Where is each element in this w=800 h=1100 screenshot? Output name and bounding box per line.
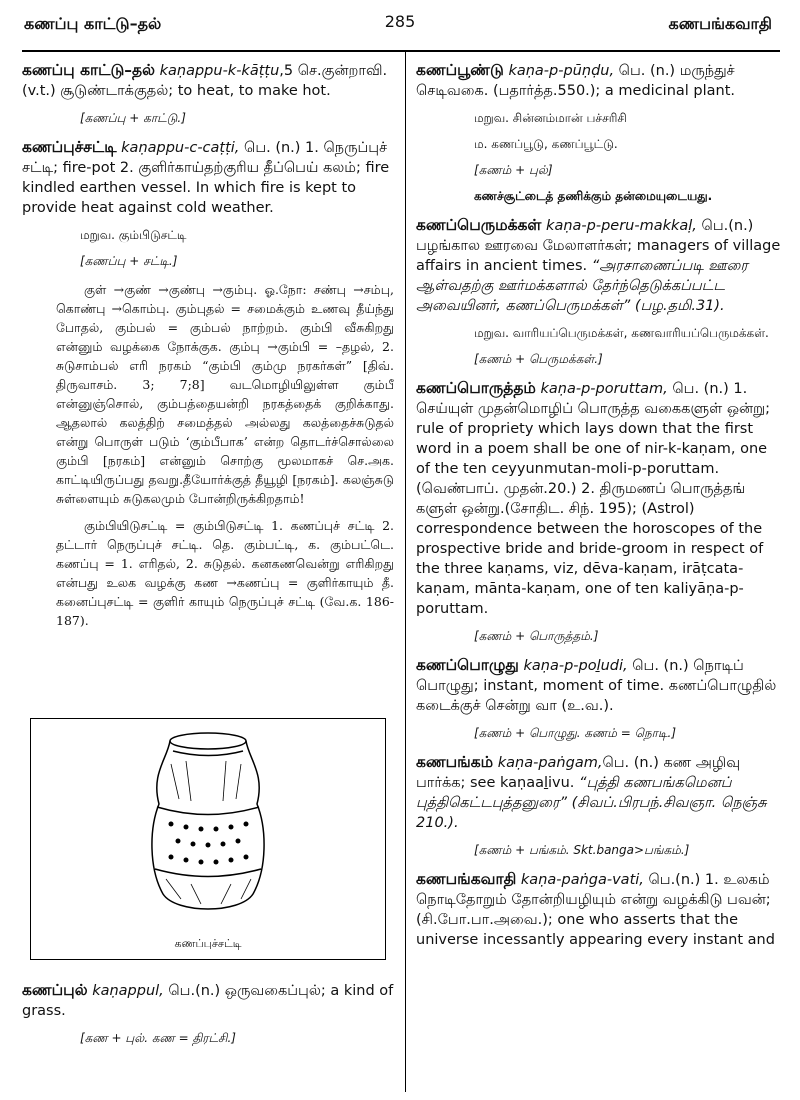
dictionary-entry (416, 378, 782, 619)
dictionary-entry (416, 60, 782, 101)
running-head-right: கணபங்கவாதி (668, 14, 772, 33)
transliteration: kaṇa-p-poḻudi, (523, 658, 628, 674)
citation-quote: “புத்தி கணபங்கமெனப் புத்திகெட்டபுத்தனுரை” (சிவப்.பிரபந்.சிவஞா. நெஞ்சு 210.). (416, 775, 767, 831)
definition: பெ.(n.) ஒருவகைப்புல்; a kind of grass. (22, 983, 394, 1019)
etymology: [கணப்பு + காட்டு.] (80, 111, 186, 125)
definition: பெ. (n.) 1. நெருப்புச் சட்டி; fire-pot 2. குளிர்காய்தற்குரிய தீப்பெய் கலம்; fire kindled earthen vessel. In which fire is kept to provide heat against cold weather. (22, 140, 390, 216)
transliteration: kaṇappu-k-kāṭṭu (159, 63, 280, 79)
etymology: [கண + புல். கண = திரட்சி.] (80, 1031, 236, 1045)
headword: கணபங்கம் (416, 753, 494, 771)
headword: கணப்பூண்டு (416, 61, 504, 79)
transliteration: kaṇappu-c-caṭṭi, (121, 140, 240, 156)
left-column (22, 60, 394, 638)
usage-note: கணச்சூட்டைத் தணிக்கும் தன்மையுடையது. (474, 189, 713, 203)
fire-pot-illustration (31, 719, 385, 934)
figure-box (30, 718, 386, 960)
etymology: [கணப்பு + சட்டி.] (80, 254, 178, 268)
definition: பெ.(n.) 1. உலகம் நொடிதோறும் தோன்றியழியும் என்று வழக்கிடு பவன்; (சி.போ.பா.அவை.); one who asserts that the universe incessantly appearing every instant and (416, 872, 775, 948)
synonym: மறுவ. கும்பிடுசட்டி (80, 228, 187, 242)
transliteration: kaṇappul, (92, 983, 164, 999)
running-head-left: கணப்பு காட்டு–தல் (24, 14, 162, 33)
headword: கணப்பொழுது (416, 656, 519, 674)
commentary-paragraph: கும்பியிடுசட்டி = கும்பிடுசட்டி 1. கணப்புச் சட்டி 2. தட்டார் நெருப்புச் சட்டி. தெ. கும்பட்டி, க. கும்பட்டெ. கணப்பு = 1. எரிதல், 2. சுடுதல். கனகணவென்று எரிகிறது என்பது உலக வழக்கு கண →கணப்பு = குளிர்காயும் தீ. கனைப்புசட்டி = குளிர் காயும் நெருப்புச் சட்டி (வே.க. 186-187). (56, 518, 394, 628)
dictionary-entry (416, 752, 782, 833)
definition: பெ. (n.) மருந்துச் செடிவகை. (பதார்த்த.550.); a medicinal plant. (416, 63, 736, 99)
etymology: [கணம் + புல்] (474, 163, 553, 177)
headword: கணப்பெருமக்கள் (416, 216, 542, 234)
synonym: மறுவ. வாரியப்பெருமக்கள், கணவாரியப்பெருமக்கள். (474, 326, 769, 340)
etymology: [கணம் + பெருமக்கள்.] (474, 352, 603, 366)
headword: கணப்புச்சட்டி (22, 138, 117, 156)
synonym: மறுவ. சின்னம்மான் பச்சரிசி (474, 111, 627, 125)
definition: பெ. (n.) நொடிப் பொழுது; instant, moment of time. கணப்பொழுதில் கடைக்குச் சென்று வா (உ.வ.). (416, 658, 777, 714)
transliteration: kaṇa-p-pūṇḍu, (508, 63, 615, 79)
transliteration: kaṇa-p-peru-makkaḷ, (546, 218, 697, 234)
dictionary-entry (416, 655, 782, 716)
etymology: [கணம் + பொழுது. கணம் = நொடி.] (474, 726, 677, 740)
dictionary-entry (22, 137, 394, 218)
transliteration: kaṇa-paṅgam, (497, 755, 603, 771)
headword: கணப்பு காட்டு–தல் (22, 61, 155, 79)
citation-quote: “அரசாணைப்படி ஊரை ஆள்வதற்கு ஊர்மக்களால் தேர்ந்தெடுக்கப்பட்ட அவையினர், கணப்பெருமக்கள்” (பழ.தமி.31). (416, 258, 748, 314)
definition: ,5 செ.குன்றாவி. (v.t.) சூடுண்டாக்குதல்; to heat, to make hot. (22, 63, 388, 99)
dictionary-entry (416, 215, 782, 316)
header-rule (22, 50, 780, 52)
headword: கணப்பொருத்தம் (416, 379, 536, 397)
commentary-paragraph: குள் →குண் →குண்பு →கும்பு. ஓ.நோ: சண்பு →சம்பு, கொண்பு →கொம்பு. கும்புதல் = சமைக்கும் உணவு தீய்ந்து போதல், கும்பல் = கும்பல் நாற்றம். கும்பி வீசுகிறது என்னும் வழக்கை நோக்குக. கும்பு →கும்பி = –தழல், 2. சுடுசாம்பல் எரி நரகம் “கும்பி கும்மு நரகர்கள்” [திவ். திருவாசம். 3; 7;8] வடமொழியிலுள்ள கும்பீ என்னுஞ்சொல், கும்பத்தையன்றி நரகத்தைக் குறிக்காது. ஆதலால் கலத்திற் சமைத்தல் அல்லது கலத்தைச்சுடுதல் என்று பொருள் படும் ‘கும்பீபாக’ என்ற தொடர்ச்சொல்லை கும்பி [நரகம்] என்னும் சொற்கு மூலமாகச் செ.அக. காட்டியிருப்பது தவறு.தீயோர்க்குத் தீயூழி [நரகம்]. கலஞ்சுடு சுள்ளையும் சுடுகலமும் போன்றிருக்கிறதாம்! (56, 282, 394, 506)
left-column-bottom (22, 980, 394, 1057)
dictionary-entry (22, 980, 394, 1021)
definition: பெ.(n.) பழங்கால ஊரவை மேலாளர்கள்; managers of village affairs in ancient times. (416, 218, 781, 274)
page-header (0, 0, 800, 48)
etymology: [கணம் + பங்கம். Skt.banga>பங்கம்.] (474, 843, 690, 857)
page-number: 285 (384, 12, 416, 31)
column-divider (405, 52, 406, 1092)
headword: கணப்புல் (22, 981, 88, 999)
etymology: [கணம் + பொருத்தம்.] (474, 629, 599, 643)
dictionary-entry (22, 60, 394, 101)
figure-caption: கணப்புச்சட்டி (174, 937, 242, 950)
transliteration: kaṇa-paṅga-vati, (520, 872, 644, 888)
cognate: ம. கணப்பூடு, கணப்பூட்டு. (474, 137, 618, 151)
right-column (416, 60, 782, 956)
dictionary-entry (416, 869, 782, 950)
definition: பெ. (n.) 1. செய்யுள் முதன்மொழிப் பொருத்த வகைகளுள் ஒன்று; rule of propriety which lays down that the first word in a poem shall be one of nir-k-kaṇam, one of the ten ceyyunmutan-moli-p-poruttam. (வெண்பாப். முதன்.20.) 2. திருமணப் பொருத்தங் களுள் ஒன்று.(சோதிட. சிந். 195); (Astrol) correspondence between the horoscopes of the prospective bride and bride-groom in respect of the three kaṇams, viz, dēva-kaṇam, irāṭcata-kaṇam, mānta-kaṇam, one of ten kaliyāṇa-p-poruttam. (416, 381, 771, 617)
definition: பெ. (n.) கண அழிவு பார்க்க; see kaṇaaḻivu. (416, 755, 741, 791)
transliteration: kaṇa-p-poruttam, (540, 381, 668, 397)
headword: கணபங்கவாதி (416, 870, 517, 888)
